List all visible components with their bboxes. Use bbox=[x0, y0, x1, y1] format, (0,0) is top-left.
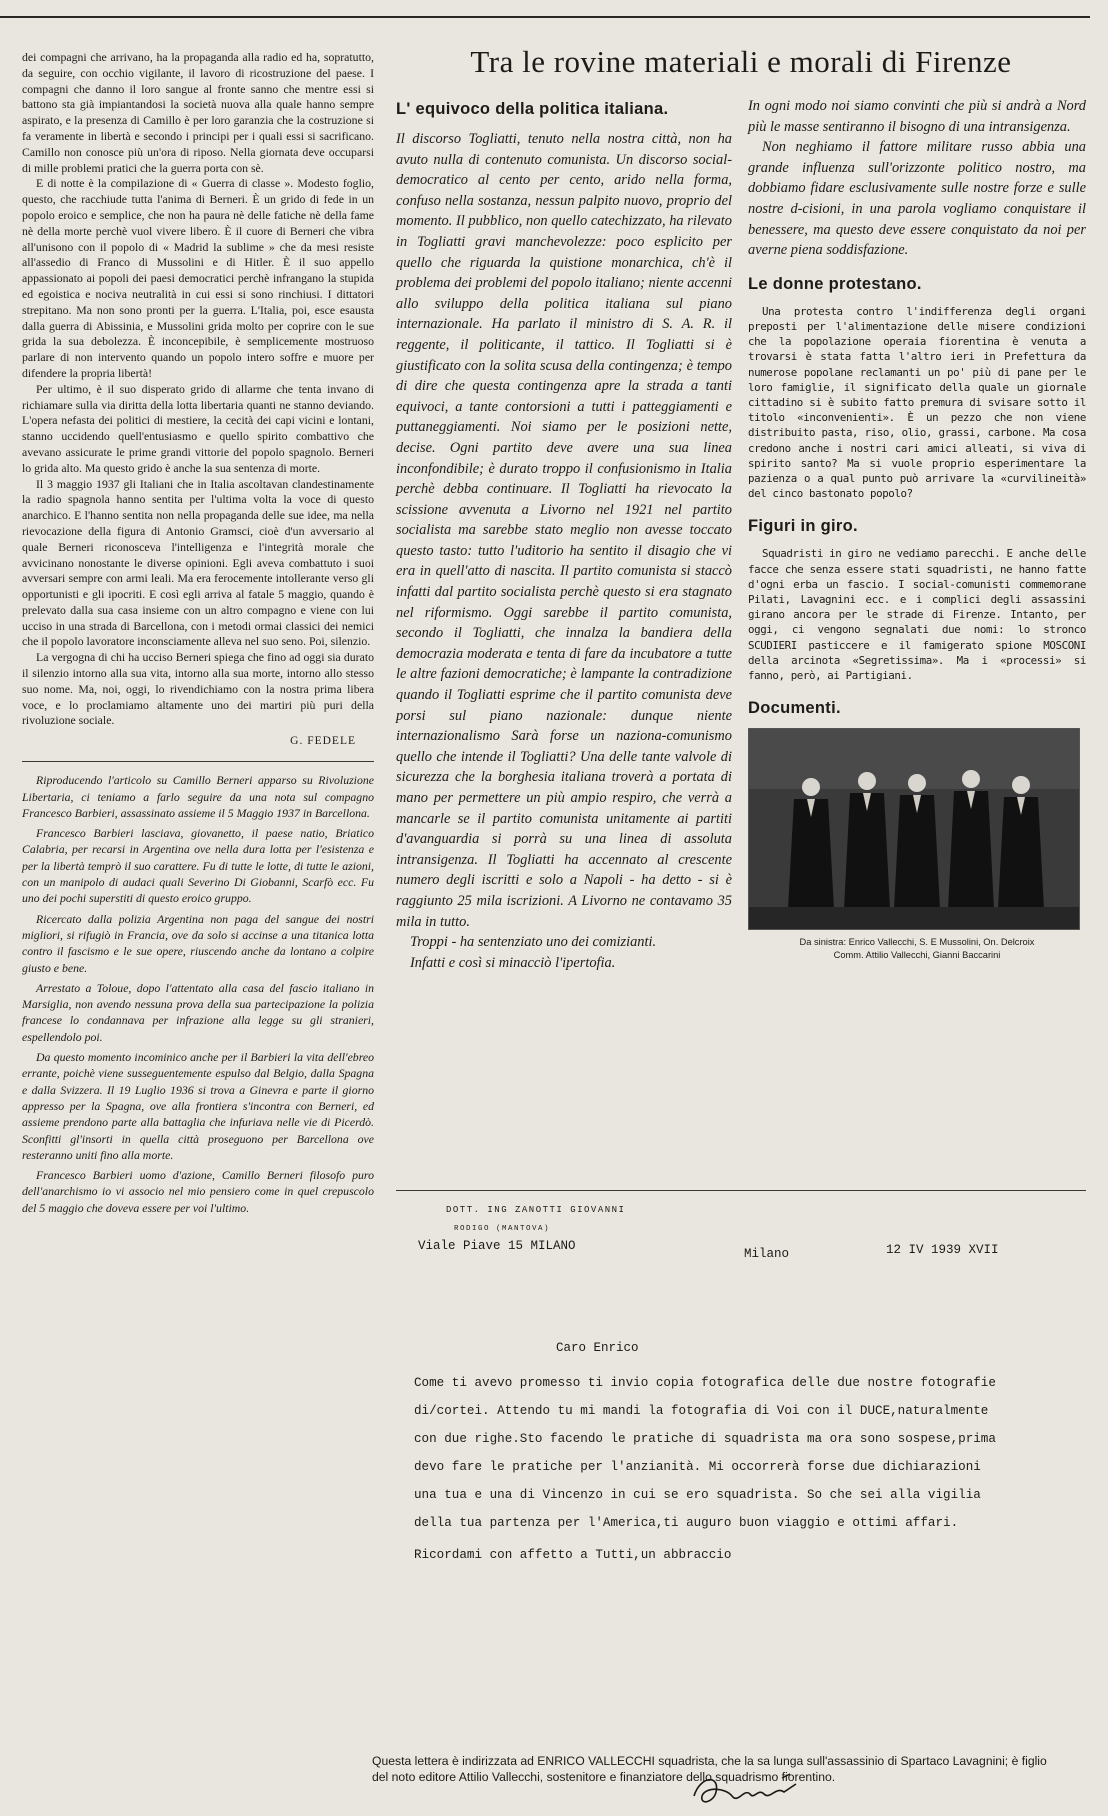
note-paragraph: Da questo momento incominico anche per il Barbieri la vita dell'ebreo errante, poichè viene susseguentemente espulso dal Belgio, dalla Spagna e dalla Svizzera. Il 19 Luglio 1936 si trova a Ginevra e parte il giorno appresso per la Spagna, ove alla frontiera s'incontra con Berneri, ed assieme prendono parte alla battaglia che infuriava nelle vie di Picerdò. Sconfitti gl'insorti in quella città proseguono per Barcellona ove resteranno uniti fino alla morte. bbox=[22, 1050, 374, 1162]
article-paragraph: Per ultimo, è il suo disperato grido di allarme che tenta invano di richiamare sulla via diritta della lotta libertaria quanti ne stanno deviando. L'opera nefasta dei politici di mestiere, la cecità dei capi vicini e lontani, stanno uccidendo quell'entusiasmo e quello spirito combattivo che avevano assicurate le prime grandi vittorie del popolo spagnolo. Berneri lo grida alto. Ma questo grido è anche la sua sentenza di morte. bbox=[22, 381, 374, 475]
letter-date: 12 IV 1939 XVII bbox=[886, 1243, 999, 1257]
letter-document bbox=[372, 1190, 1086, 1784]
article-paragraph: E di notte è la compilazione di « Guerra di classe ». Modesto foglio, questo, che racchiude tutta l'anima di Berneri. È un grido di fede in un popolo eroico e semplice, che non ha paura nè delle fatiche nè della fame nè della morte perchè vuol vivere libero. È il cuore di Berneri che vibra all'unisono con il popolo di « Madrid la sublime » che da mesi resiste all'assedio di Franco di Mussolini e di Hitler. È il suo appello appassionato ai popoli dei paesi democratici perchè infrangano la stupida ed egoistica e nociva neutralità in cui essi si sono rinchiusi. I dittatori strepitano. Ma non sono pronti per la guerra. L'Italia, poi, esce esausta dalla guerra di Abissinia, e Mussolini grida molto per coprire con le sue grida la sua debolezza. È inconcepibile, è semplicemente mostruoso parlare di non intervento quando un popolo intero soffre e muore per difendere la propria libertà! bbox=[22, 176, 374, 380]
letterhead-sub: RODIGO (MANTOVA) bbox=[454, 1225, 551, 1233]
article-paragraph: Squadristi in giro ne vediamo parecchi. E anche delle facce che senza essere stati squadristi, ne hanno fatte d'ogni erba un fascio. I social-comunisti commemorane Pilati, Lavagnini ecc. e i complici degli assassini girano ancora per le strade di Firenze. Intanto, per oggi, ci vengono segnalati due nomi: lo stronco SCUDIERI pasticcere e il famigerato spione MOSCONI della arcinota «Segretissima». Ma i «processi» si fanno, però, ai Partigiani. bbox=[748, 547, 1086, 683]
letter-line: Ricordami con affetto a Tutti,un abbraccio bbox=[414, 1548, 732, 1562]
group-photo-image bbox=[749, 729, 1079, 929]
caption-line: Comm. Attilio Vallecchi, Gianni Baccarini bbox=[833, 950, 1001, 961]
right-column bbox=[748, 100, 1086, 962]
photo-caption bbox=[748, 936, 1086, 962]
letter-line: di/cortei. Attendo tu mi mandi la fotografia di Voi con il DUCE,naturalmente bbox=[414, 1404, 989, 1418]
letter-footnote: Questa lettera è indirizzata ad ENRICO VALLECCHI squadrista, che la sa lunga sull'assassinio di Spartaco Lavagnini; è figlio del noto editore Attilio Vallecchi, sostenitore e finanziatore dello squadrismo fiorentino. bbox=[372, 1754, 1047, 1784]
letterhead-name: DOTT. ING ZANOTTI GIOVANNI bbox=[446, 1205, 626, 1215]
letter-body bbox=[414, 1369, 1074, 1569]
caption-line: Da sinistra: Enrico Vallecchi, S. E Mussolini, On. Delcroix bbox=[799, 937, 1035, 948]
note-paragraph: Francesco Barbieri lasciava, giovanetto, il paese natio, Briatico Calabria, per recarsi in Argentina ove nella dura lotta per l'esistenza e per la libertà temprò il suo carattere. Fu di tutte le lotte, di tutte le azioni, con un manipolo di audaci quali Severino Di Giobanni, Scarfò ecc. Fu uno dei pochi superstiti di questo eroico gruppo. bbox=[22, 826, 374, 906]
letter-address: Viale Piave 15 MILANO bbox=[418, 1239, 576, 1253]
page-title: Tra le rovine materiali e morali di Firenze bbox=[470, 44, 1012, 79]
article-signature: G. FEDELE bbox=[290, 735, 356, 748]
letter-city: Milano bbox=[744, 1247, 790, 1261]
middle-column bbox=[396, 100, 732, 973]
note-paragraph: Ricercato dalla polizia Argentina non paga del sangue dei nostri migliori, si rifugiò in Francia, ove da solo si accinse a una titanica lotta contro il fascismo e le sue opere, riuscendo anche da lontano a colpire giusto e bene. bbox=[22, 911, 374, 975]
article-paragraph: La vergogna di chi ha ucciso Berneri spiega che fino ad oggi sia durato il silenzio intorno alla sua vita, intorno alla sua morte, intorno allo stesso suo nome. Ma, noi, oggi, lo rivendichiamo con la nostra prima libera voce, e lo proclamiamo altamente uno dei martiri più puri della rivoluzione sociale. bbox=[22, 650, 374, 728]
letter-line: con due righe.Sto facendo le pratiche di squadrista ma ora sono sospese,prima bbox=[414, 1432, 996, 1446]
article-paragraph: Non neghiamo il fattore militare russo abbia una grande influenza sull'orizzonte politico nostro, ma dobbiamo fidare esclusivamente sulle nostre forze e sulle nostre d-cisioni, in una parola vogliamo conquistare il benessere, ma questo deve essere conquistato da noi per averne piena soddisfazione. bbox=[748, 139, 1086, 259]
letter-salutation: Caro Enrico bbox=[556, 1341, 639, 1355]
article-paragraph: dei compagni che arrivano, ha la propaganda alla radio ed ha, sopratutto, da seguire, con occhio vigilante, il lavoro di ricostruzione del paese. I compagni che danno il loro sangue al fronte sanno che mentre essi si battono sta già impiantandosi la società nuova alla quale hanno sempre aspirato, e la presenza di Camillo è per loro garanzia che la costruzione si fa veramente in libertà e secondo i principi per i quali essi si sacrificano. Camillo non conosce più un'ora di riposo. Nella giornata deve occuparsi di mille problemi pratici che la guerra porta con sè. bbox=[22, 50, 374, 175]
article-paragraph: Il discorso Togliatti, tenuto nella nostra città, non ha avuto nulla di contenuto comunista. Un discorso social-democratico al cento per cento, arido nella forma, confuso nella sostanza, nessun palpito nuovo, proprio del momento. Il pubblico, non quello catechizzato, ha rilevato in Togliatti gravi manchevolezze: poco esplicito per quello che riguarda la quistione monarchica, ch'è il problema dei problemi del popolo italiano; niente accenni allo sviluppo della politica italiana sul piano internazionale. Ha parlato il ministro di S. A. R. il reggente, il politicante, il tattico. Il Togliatti si è giustificato con la solita scusa della contingenza; è tempo di dire che questa contingenza apre la strada a tanti equivoci, a tante contorsioni a tutti i patteggiamenti e puttaneggiamenti. Noi siamo per le posizioni nette, decise. Ogni partito deve avere una sua linea inconfondibile; è durato troppo il confusionismo in Italia perchè debba continuare. Il Togliatti ha rievocato la scissione avvenuta a Livorno nel 1921 nel partito socialista ma sarebbe stato meglio non avesse toccato questo tasto: tutto l'uditorio ha sentito il disagio che vi era in quell'atto di nascita. Il partito comunista si staccò infatti dal partito socialista perchè questo si era stagnato nel riformismo. Oggi sarebbe il partito comunista, secondo il Togliatti, che innalza la bandiera della democrazia moderata e tenta di fare da incubatore a tutte le altre fazioni democratiche; è lampante la contradizione quando il Togliatti esprime che il partito comunista deve porsi sul piano nazionale: dunque niente internazionalismo Sarà forse un naziona-comunismo quello che intende il Togliatti? Una delle tante valvole di sicurezza che la borghesia italiana troverà a portata di mano per permettere un più ampio respiro, che verrà a mancarle se il partito comunista unitamente ai partiti d'avanguardia si porrà su una linea di assoluta intransigenza. Il Togliatti ha accennato al crescente numero degli iscritti e solo a Napoli - ha detto - si è raggiunto 25 mila iscrizioni. A Livorno ne contavamo 35 mila in tutto. bbox=[396, 131, 732, 930]
note-paragraph: Riproducendo l'articolo su Camillo Berneri apparso su Rivoluzione Libertaria, ci teniamo a farlo seguire da una nota sul compagno Francesco Barbieri, assassinato assieme il 5 Maggio 1937 in Barcellona. bbox=[22, 773, 374, 820]
figures-text bbox=[748, 546, 1086, 683]
article-paragraph: Infatti e così si minacciò l'ipertofia. bbox=[410, 954, 616, 971]
section-heading: Figuri in giro. bbox=[748, 517, 858, 536]
women-protest-text bbox=[748, 304, 1086, 502]
article-paragraph: Una protesta contro l'indifferenza degli organi preposti per l'alimentazione delle misere condizioni che la popolazione operaia fiorentina è venuta a trovarsi è stata fatta l'altro ieri in Prefettura da numerose popolane reclamanti un po' più di pane per le loro famiglie, il significato della quale un giornale cittadino si è subito fatto premura di svisare sotto il titolo «inconvenienti». È un pezzo che non viene distribuito pasta, riso, olio, grassi, carbone. Ma cosa credono anche i nostri cari amici alleati, si viva di spirito santo? Ma si vuole proprio esperimentare la pazienza o a qual punto può arrivare la «curvilineità» del cinco bastonato popolo? bbox=[748, 304, 1086, 501]
togliatti-article bbox=[396, 129, 732, 973]
barbieri-note bbox=[22, 772, 374, 1216]
article-paragraph: Il 3 maggio 1937 gli Italiani che in Italia ascoltavan clandestinamente la radio spagnola hanno sentita per l'ultima volta la voce di questo anarchico. E l'hanno sentita non nella propaganda delle sue idee, ma nella rievocazione della figura di Antonio Gramsci, cioè d'un avversario al quale Berneri riconosceva l'intelligenza e l'integrità morale che avvicinano nonostante le diverse opinioni. Egli aveva combattuto i suoi avversari sempre con armi leali. Ma era ferocemente intollerante verso gli opportunisti e gli ipocriti. E così egli arriva al fatale 5 maggio, quando è prelevato dalla sua casa insieme con un altro compagno e viene con lui ucciso in una strada di Barcellona, con i metodi ormai classici dei nemici che il popolo lavoratore inconsciamente alleva nel suo seno. Poi, silenzio. bbox=[22, 476, 374, 649]
top-rule bbox=[0, 16, 1090, 18]
berneri-article bbox=[22, 50, 374, 729]
letter-line: Come ti avevo promesso ti invio copia fotografica delle due nostre fotografie bbox=[414, 1376, 996, 1390]
note-paragraph: Francesco Barbieri uomo d'azione, Camillo Berneri filosofo puro dell'anarchismo io vi associo nel mio pensiero come in quel crepuscolo del 5 maggio che doveva essere per voi l'ultimo. bbox=[22, 1168, 374, 1215]
left-column bbox=[22, 50, 374, 1220]
article-paragraph: In ogni modo noi siamo convinti che più si andrà a Nord più le masse sentiranno il bisogno di una intransigenza. bbox=[748, 98, 1086, 135]
section-heading: L' equivoco della politica italiana. bbox=[396, 100, 669, 118]
letter-line: della tua partenza per l'America,ti auguro buon viaggio e ottimi affari. bbox=[414, 1516, 959, 1530]
article-paragraph: Troppi - ha sentenziato uno dei comizianti. bbox=[410, 934, 657, 951]
letter-line: una tua e una di Vincenzo in cui se ero squadrista. So che sei alla vigilia bbox=[414, 1488, 981, 1502]
note-paragraph: Arrestato a Toloue, dopo l'attentato alla casa del fascio italiano in Marsiglia, non avendo nessuna prova della sua partecipazione la polizia francese lo condannava per infrazione alla legge su gli stranieri, espellendolo poi. bbox=[22, 980, 374, 1044]
group-photo bbox=[748, 728, 1080, 930]
intro-text bbox=[748, 96, 1086, 261]
letter-line: devo fare le pratiche per l'anzianità. Mi occorrerà forse due dichiarazioni bbox=[414, 1460, 981, 1474]
separator bbox=[22, 761, 374, 762]
section-heading: Le donne protestano. bbox=[748, 274, 922, 293]
section-heading: Documenti. bbox=[748, 699, 841, 718]
